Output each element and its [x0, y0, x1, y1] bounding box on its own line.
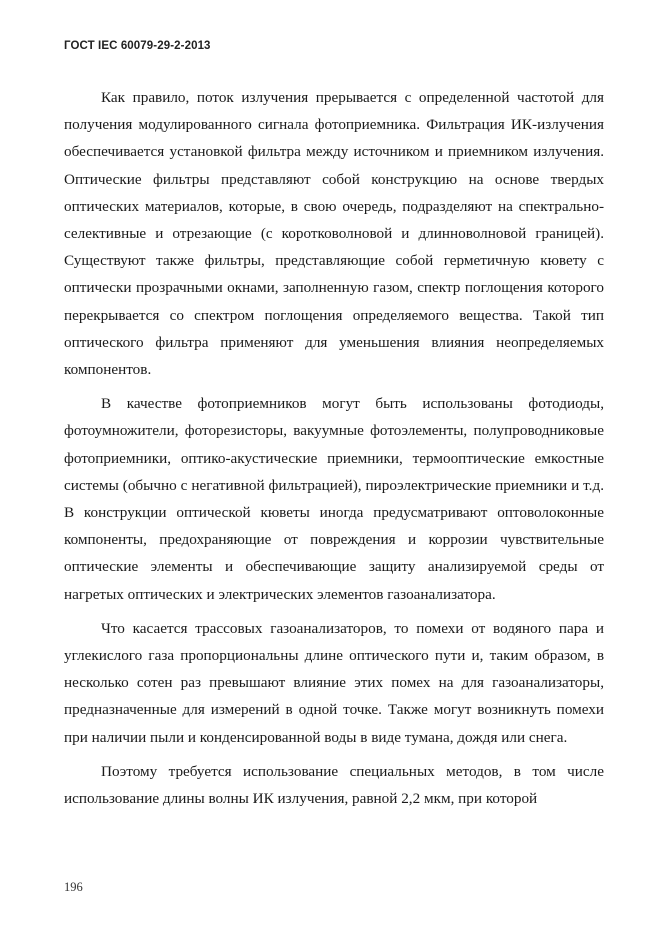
paragraph-photodetectors: В качестве фотоприемников могут быть использованы фотодиоды, фотоумножители, фоторезисторы, вакуумные фотоэлементы, полупроводниковые фотоприемники, оптико-акустические приемники, термооптические емкостные системы (обычно с негативной фильтрацией), пироэлектрические приемники и т.д. В конструкции оптической кюветы иногда предусматривают оптоволоконные компоненты, предохраняющие от повреждения и коррозии чувствительные оптические элементы и обеспечивающие защиту анализируемой среды от нагретых оптических и электрических элементов газоанализатора. — [64, 395, 604, 603]
document-header: ГОСТ IEC 60079-29-2-2013 — [64, 40, 211, 52]
document-body — [64, 84, 604, 819]
paragraph-path-analyzers: Что касается трассовых газоанализаторов, то помехи от водяного пара и углекислого газа пропорциональны длине оптического пути и, таким образом, в несколько сотен раз превышают влияние этих помех на для газоанализаторы, предназначенные для измерений в одной точке. Также могут возникнуть помехи при наличии пыли и конденсированной воды в виде тумана, дождя или снега. — [64, 619, 604, 746]
paragraph-special-methods: Поэтому требуется использование специальных методов, в том числе использование длины волны ИК излучения, равной 2,2 мкм, при которой — [64, 762, 604, 808]
page-number: 196 — [64, 880, 83, 894]
paragraph-optical-filters: Как правило, поток излучения прерывается с определенной частотой для получения модулированного сигнала фотоприемника. Фильтрация ИК-излучения обеспечивается установкой фильтра между источником и приемником излучения. Оптические фильтры представляют собой конструкцию на основе твердых оптических материалов, которые, в свою очередь, подразделяют на спектрально-селективные и отрезающие (с коротковолновой и длинноволновой границей). Существуют также фильтры, представляющие собой герметичную кювету с оптически прозрачными окнами, заполненную газом, спектр поглощения которого перекрывается со спектром поглощения определяемого вещества. Такой тип оптического фильтра применяют для уменьшения влияния неопределяемых компонентов. — [64, 89, 604, 379]
